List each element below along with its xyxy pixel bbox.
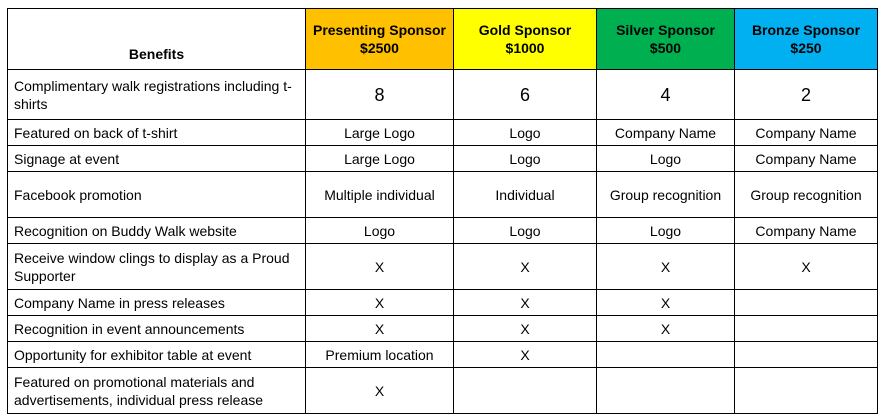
table-row: [8, 316, 878, 342]
tier-name: Silver Sponsor: [616, 22, 715, 38]
value-cell: 4: [597, 70, 735, 120]
value-cell: X: [306, 316, 454, 342]
tier-name: Bronze Sponsor: [751, 22, 861, 38]
benefit-cell: Receive window clings to display as a Proud Supporter: [8, 244, 306, 290]
value-cell: X: [306, 290, 454, 316]
value-cell: [735, 316, 878, 342]
value-cell: Company Name: [735, 120, 878, 146]
value-cell: Logo: [597, 218, 735, 244]
benefit-cell: Complimentary walk registrations including t-shirts: [8, 70, 306, 120]
value-cell: Large Logo: [306, 120, 454, 146]
value-cell: [735, 368, 878, 414]
value-cell: X: [454, 316, 597, 342]
table-row: [8, 290, 878, 316]
tier-name: Gold Sponsor: [478, 22, 572, 38]
table-row: [8, 244, 878, 290]
sponsor-benefits-container: [7, 8, 878, 414]
tier-name: Presenting Sponsor: [312, 22, 447, 38]
benefit-cell: Featured on back of t-shirt: [8, 120, 306, 146]
benefits-header: Benefits: [8, 9, 306, 70]
value-cell: Group recognition: [597, 172, 735, 218]
benefit-cell: Signage at event: [8, 146, 306, 172]
value-cell: X: [597, 290, 735, 316]
benefit-cell: Recognition in event announcements: [8, 316, 306, 342]
value-cell: Multiple individual: [306, 172, 454, 218]
value-cell: X: [735, 244, 878, 290]
value-cell: 2: [735, 70, 878, 120]
value-cell: Premium location: [306, 342, 454, 368]
benefit-cell: Featured on promotional materials and advertisements, individual press release: [8, 368, 306, 414]
value-cell: X: [454, 342, 597, 368]
value-cell: X: [306, 244, 454, 290]
value-cell: X: [597, 316, 735, 342]
table-row: [8, 218, 878, 244]
value-cell: [735, 290, 878, 316]
tier-header-silver: [597, 9, 735, 70]
value-cell: X: [306, 368, 454, 414]
value-cell: Logo: [306, 218, 454, 244]
value-cell: [735, 342, 878, 368]
value-cell: Large Logo: [306, 146, 454, 172]
value-cell: Logo: [454, 218, 597, 244]
benefit-cell: Opportunity for exhibitor table at event: [8, 342, 306, 368]
value-cell: 6: [454, 70, 597, 120]
value-cell: X: [597, 244, 735, 290]
header-row: [8, 9, 878, 70]
table-row: [8, 172, 878, 218]
value-cell: [454, 368, 597, 414]
value-cell: 8: [306, 70, 454, 120]
benefit-cell: Company Name in press releases: [8, 290, 306, 316]
table-row: [8, 368, 878, 414]
value-cell: Company Name: [735, 218, 878, 244]
table-row: [8, 120, 878, 146]
benefit-cell: Recognition on Buddy Walk website: [8, 218, 306, 244]
value-cell: [597, 342, 735, 368]
value-cell: [597, 368, 735, 414]
tier-price: $2500: [360, 40, 399, 56]
tier-price: $1000: [505, 40, 545, 56]
benefit-cell: Facebook promotion: [8, 172, 306, 218]
tier-header-bronze: [735, 9, 878, 70]
value-cell: Group recognition: [735, 172, 878, 218]
tier-header-gold: [454, 9, 597, 70]
value-cell: Company Name: [735, 146, 878, 172]
table-row: [8, 70, 878, 120]
value-cell: Company Name: [597, 120, 735, 146]
value-cell: Individual: [454, 172, 597, 218]
tier-header-presenting: [306, 9, 454, 70]
tier-price: $250: [790, 40, 822, 56]
value-cell: Logo: [454, 146, 597, 172]
table-row: [8, 146, 878, 172]
value-cell: X: [454, 244, 597, 290]
value-cell: Logo: [454, 120, 597, 146]
value-cell: Logo: [597, 146, 735, 172]
value-cell: X: [454, 290, 597, 316]
tier-price: $500: [649, 40, 682, 56]
table-row: [8, 342, 878, 368]
sponsor-benefits-table: [7, 8, 878, 414]
